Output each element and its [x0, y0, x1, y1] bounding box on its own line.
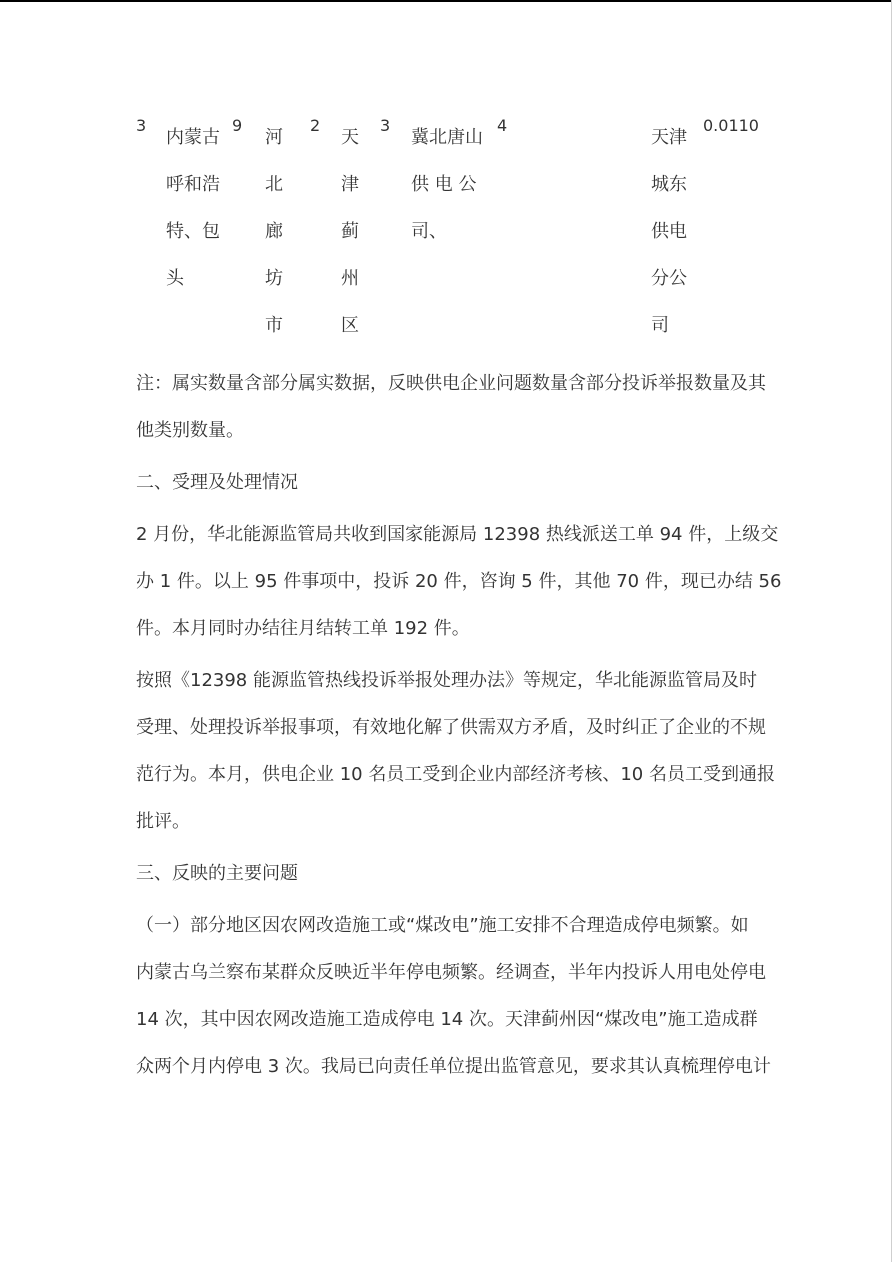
- company-cell-tangshan: 冀北唐山 供 电 公 司、: [411, 127, 483, 242]
- top-border-line: [0, 0, 892, 2]
- count-cell: 9: [232, 116, 243, 135]
- count-cell: 2: [310, 116, 321, 135]
- row-number: 3: [136, 116, 147, 135]
- paragraph-outage-issue: （一）部分地区因农网改造施工或“煤改电”施工安排不合理造成停电频繁。如 内蒙古乌兰察布某群众反映近半年停电频繁。经调查，半年内投诉人用电处停电 14 次，其中因农网改造施工造成停电 14 次。天津蓟州因“煤改电”施工造成群 众两个月内停电 3 次。我局已向责任单位提出监管意见，要求其认真梳理停电计: [136, 915, 771, 1077]
- count-cell: 4: [497, 116, 508, 135]
- ratio-cell: 0.0110: [703, 116, 759, 135]
- region-cell-langfang: 河 北 廊 坊 市: [265, 127, 283, 336]
- count-cell: 3: [380, 116, 391, 135]
- section-heading-handling: 二、受理及处理情况: [136, 472, 298, 493]
- paragraph-hotline-summary: 2 月份，华北能源监管局共收到国家能源局 12398 热线派送工单 94 件，上级交 办 1 件。以上 95 件事项中，投诉 20 件，咨询 5 件，其他 70 件，现已办结 56 件。本月同时办结往月结转工单 192 件。: [136, 524, 782, 639]
- table-note: 注：属实数量含部分属实数据，反映供电企业问题数量含部分投诉举报数量及其 他类别数量。: [136, 373, 766, 441]
- section-heading-main-issues: 三、反映的主要问题: [136, 863, 298, 884]
- company-cell-chengdong: 天津 城东 供电 分公 司: [651, 127, 687, 336]
- region-cell-inner-mongolia: 内蒙古 呼和浩 特、包 头: [166, 127, 220, 289]
- region-cell-jizhou: 天 津 蓟 州 区: [341, 127, 359, 336]
- paragraph-handling-measures: 按照《12398 能源监管热线投诉举报处理办法》等规定，华北能源监管局及时 受理、处理投诉举报事项，有效地化解了供需双方矛盾，及时纠正了企业的不规 范行为。本月，供电企业 10 名员工受到企业内部经济考核、10 名员工受到通报 批评。: [136, 670, 775, 832]
